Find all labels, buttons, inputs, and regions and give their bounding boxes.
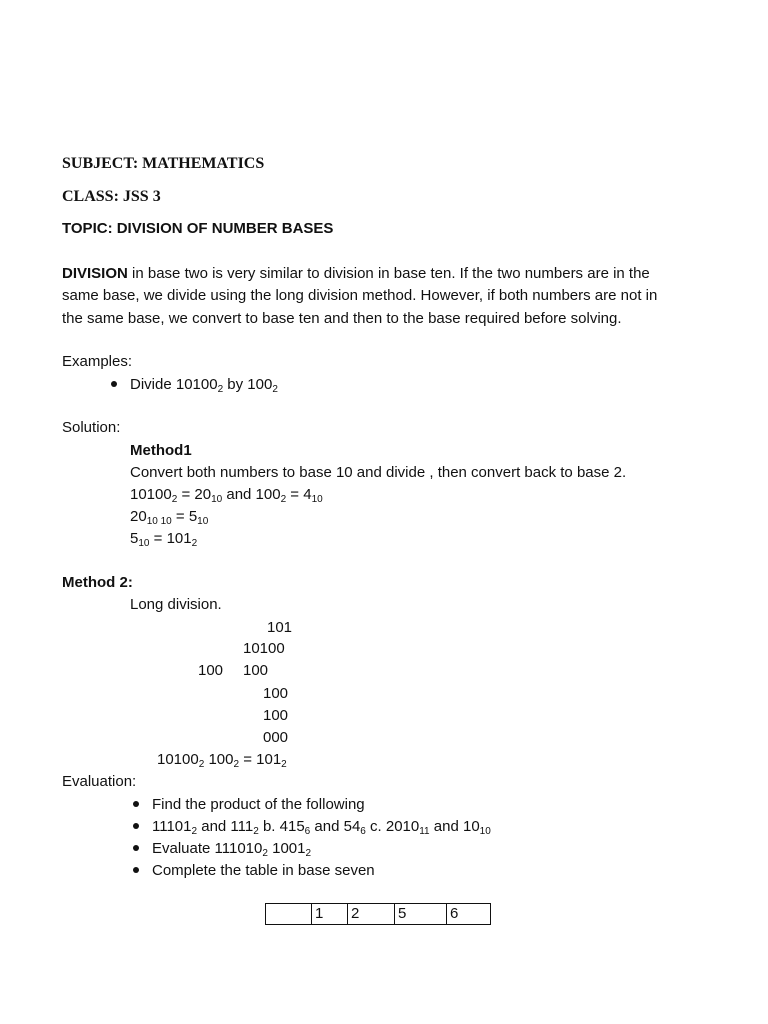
intro-lead: DIVISION <box>62 265 128 282</box>
intro-text-1: in base two is very similar to division in base ten. If the two numbers are in the <box>127 265 650 282</box>
table-row <box>266 904 491 925</box>
long-division-result: $10100_2$ $100_2 = 101_2$ <box>157 751 287 770</box>
example-item: Divide $10100_2$ by $100_2$ <box>130 376 278 395</box>
long-division-row-4: 000 <box>263 729 289 746</box>
long-division-row-1: 100 <box>243 662 269 679</box>
bullet-icon <box>133 867 139 873</box>
evaluation-label: Evaluation: <box>62 773 137 790</box>
class-line: CLASS: JSS 3 <box>62 188 161 205</box>
long-division-quotient: 101 <box>267 619 293 636</box>
table-cell: 5 <box>395 904 447 925</box>
method1-desc: Convert both numbers to base 10 and divide , then convert back to base 2. <box>130 464 627 481</box>
method1-step-3: $5_{10} = 101_2$ <box>130 530 198 549</box>
evaluation-item-4: Complete the table in base seven <box>152 862 375 879</box>
table-cell: 1 <box>312 904 348 925</box>
bullet-icon <box>133 845 139 851</box>
method1-step-2: $20_{10 10} = 5_{10}$ <box>130 508 209 527</box>
subject-line: SUBJECT: MATHEMATICS <box>62 155 265 172</box>
solution-label: Solution: <box>62 419 121 436</box>
intro-line-3: the same base, we convert to base ten and then to the base required before solving. <box>62 310 622 327</box>
bullet-icon <box>133 823 139 829</box>
method1-title: Method1 <box>130 442 192 459</box>
method2-desc: Long division. <box>130 596 222 613</box>
topic-line: TOPIC: DIVISION OF NUMBER BASES <box>62 220 334 237</box>
intro-line-1 <box>62 264 650 284</box>
bullet-icon <box>111 381 117 387</box>
evaluation-item-2: $11101_2$ and $111_2$ b. $415_6$ and $54_6$ c. $2010_{11}$ and $10_{10}$ <box>152 818 491 837</box>
table-cell: 6 <box>447 904 491 925</box>
table-cell <box>266 904 312 925</box>
examples-label: Examples: <box>62 353 133 370</box>
evaluation-item-1: Find the product of the following <box>152 796 365 813</box>
method1-step-1: $10100_2 = 20_{10}$ and $100_2 = 4_{10}$ <box>130 486 323 505</box>
long-division-dividend: 10100 <box>243 640 285 657</box>
intro-line-2: same base, we divide using the long division method. However, if both numbers are not in <box>62 287 658 304</box>
evaluation-item-3: Evaluate $111010_2$ $1001_2$ <box>152 840 312 859</box>
base-seven-table <box>265 903 491 925</box>
long-division-divisor: 100 <box>198 662 224 679</box>
method2-title: Method 2: <box>62 574 133 591</box>
bullet-icon <box>133 801 139 807</box>
table-cell: 2 <box>348 904 395 925</box>
long-division-row-3: 100 <box>263 707 289 724</box>
long-division-row-2: 100 <box>263 685 289 702</box>
